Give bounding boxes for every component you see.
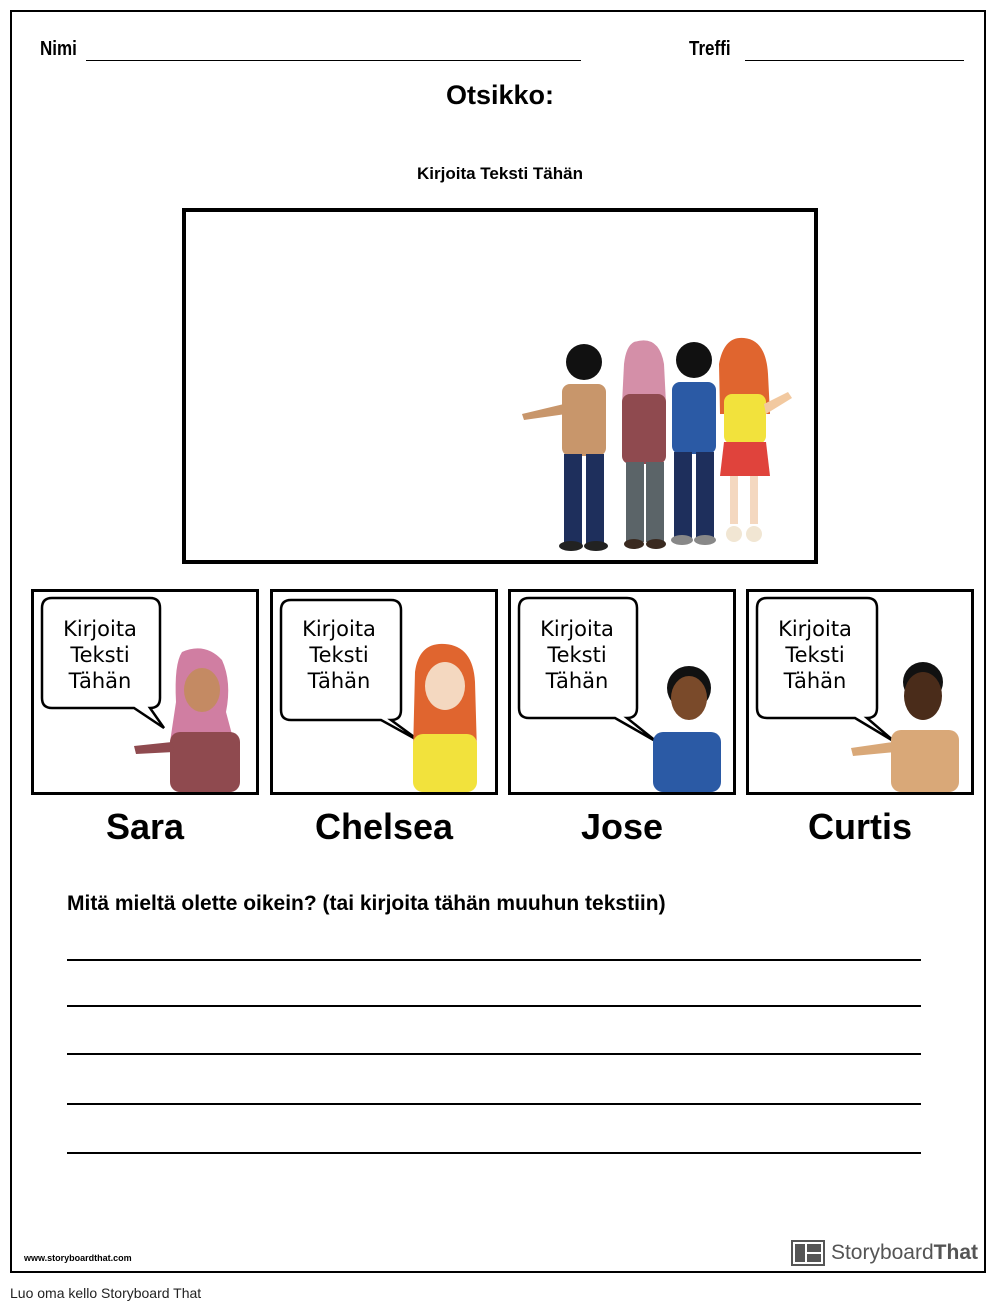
bubble-text[interactable]: Kirjoita Teksti Tähän	[302, 617, 376, 693]
group-back-view-illustration	[504, 334, 804, 554]
character-panel-curtis	[746, 589, 974, 795]
character-name-curtis: Curtis	[807, 806, 912, 847]
page-caption: Luo oma kello Storyboard That	[10, 1285, 202, 1301]
answer-line[interactable]	[67, 959, 921, 961]
name-label: Nimi	[40, 38, 77, 60]
character-name-jose: Jose	[580, 806, 664, 847]
character-name-sara: Sara	[105, 806, 185, 847]
page-title: Otsikko:	[445, 80, 555, 110]
main-scene-panel	[182, 208, 818, 564]
date-label: Treffi	[689, 38, 731, 60]
date-field-line[interactable]	[745, 60, 964, 61]
footer-url[interactable]: www.storyboardthat.com	[24, 1253, 132, 1263]
character-panel-chelsea	[270, 589, 498, 795]
answer-line[interactable]	[67, 1103, 921, 1105]
page-subtitle: Kirjoita Teksti Tähän	[417, 164, 583, 183]
storyboardthat-logo-icon	[791, 1240, 825, 1266]
bubble-text[interactable]: Kirjoita Teksti Tähän	[63, 617, 137, 693]
answer-line[interactable]	[67, 1053, 921, 1055]
bubble-text[interactable]: Kirjoita Teksti Tähän	[778, 617, 852, 693]
answer-line[interactable]	[67, 1152, 921, 1154]
storyboardthat-logo[interactable]: StoryboardThat	[791, 1240, 978, 1266]
chelsea-character-icon	[399, 642, 489, 792]
curtis-character-icon	[845, 652, 965, 792]
character-name-chelsea: Chelsea	[314, 806, 454, 847]
name-field-line[interactable]	[86, 60, 581, 61]
jose-character-icon	[647, 652, 727, 792]
bubble-text[interactable]: Kirjoita Teksti Tähän	[540, 617, 614, 693]
sara-character-icon	[130, 642, 250, 792]
answer-line[interactable]	[67, 1005, 921, 1007]
question-prompt: Mitä mieltä olette oikein? (tai kirjoita tähän muuhun tekstiin)	[67, 892, 666, 915]
character-panel-sara	[31, 589, 259, 795]
character-panel-jose	[508, 589, 736, 795]
